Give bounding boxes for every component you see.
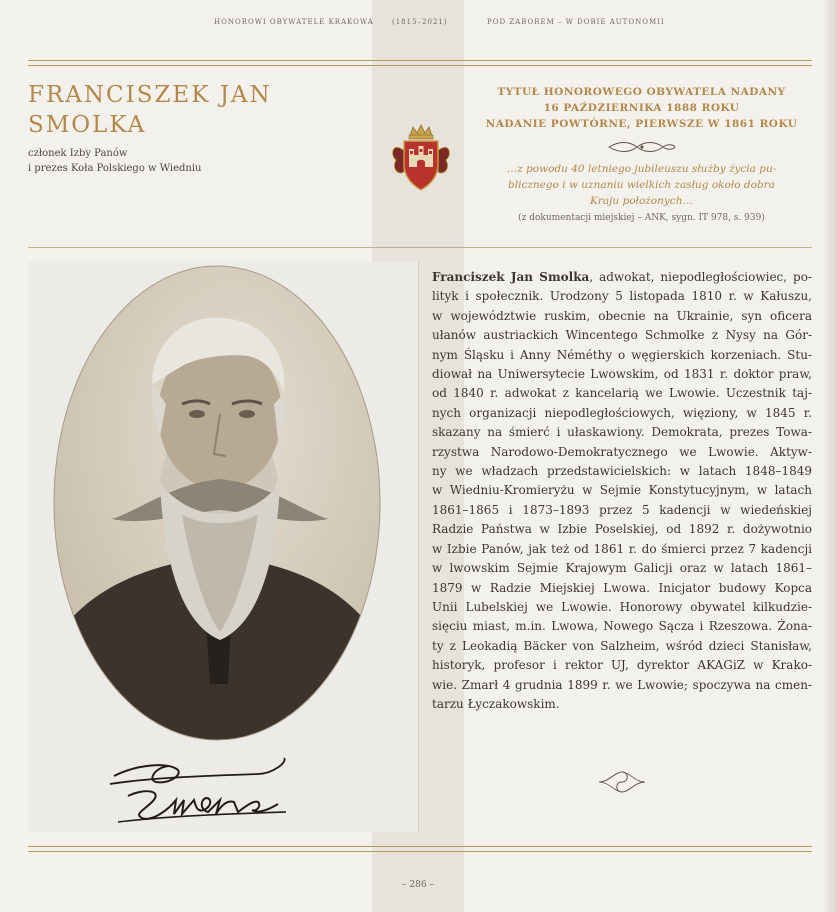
biography-line: historyk, profesor i rektor UJ, dyrektor AKAGiZ w Krako- [432, 658, 812, 673]
biography-line: Radzie Państwa w Izbie Poselskiej, od 1892 r. dożywotnio [432, 522, 812, 537]
bottom-double-rule [28, 846, 812, 852]
biography-line: 1861–1865 i 1873–1893 przez 5 kadencji w wiedeńskiej [432, 502, 812, 517]
honorary-title-block [475, 84, 808, 226]
signature-icon [108, 754, 298, 830]
running-header-years: (1815–2021) [392, 18, 448, 26]
page-edge-shadow [823, 0, 837, 912]
biography-line: nych organizacji niepodległościowych, więziony, w 1845 r. [432, 405, 812, 420]
biography-name: Franciszek Jan Smolka [432, 270, 590, 284]
biography-line: ty z Leokadią Bäcker von Salzheim, wśród dzieci Stanisław, [432, 638, 812, 653]
person-name-line: SMOLKA [28, 112, 147, 138]
biography-line: sięciu miast, m.in. Lwowa, Nowego Sącza i Rzeszowa. Żona- [432, 619, 812, 634]
biography-line: w województwie ruskim, obecnie na Ukrainie, syn oficera [432, 308, 812, 323]
person-role-line: członek Izby Panów [28, 148, 128, 159]
running-header-title: HONOROWI OBYWATELE KRAKOWA [214, 18, 374, 26]
end-ornament-icon [597, 766, 647, 798]
biography-line: w Wiedniu-Kromieryżu w Sejmie Konstytucyjnym, w latach [432, 483, 812, 498]
flourish-ornament-icon [607, 139, 677, 155]
title-line: TYTUŁ HONOROWEGO OBYWATELA NADANY [497, 86, 786, 98]
biography-line: rzystwa Narodowo-Demokratycznego we Lwowie. Aktyw- [432, 444, 812, 459]
header-divider-rule [28, 247, 812, 248]
running-header [0, 18, 837, 32]
biography-line: diował na Uniwersytecie Lwowskim, od 1831 r. doktor praw, [432, 367, 812, 382]
biography-line: skazany na śmierć i ułaskawiony. Demokrata, prezes Towa- [432, 425, 812, 440]
running-header-section: POD ZABOREM – W DOBIE AUTONOMII [487, 18, 665, 26]
column-divider [418, 262, 419, 832]
biography-line: Unii Lubelskiej we Lwowie. Honorowy obywatel kilkudzie- [432, 599, 812, 614]
quote-line: Kraju położonych… [590, 195, 693, 207]
page-number: – 286 – [402, 880, 434, 890]
biography-first-line [432, 268, 812, 287]
quote-source: (z dokumentacji miejskiej – ANK, sygn. IT 978, s. 939) [518, 213, 765, 223]
biography-line: w lwowskim Sejmie Krajowym Galicji oraz w latach 1861– [432, 561, 812, 576]
krakow-coat-of-arms-icon [390, 122, 452, 194]
biography-first-line-rest: , adwokat, niepodległościowiec, po- [589, 270, 812, 284]
title-line: NADANIE POWTÓRNE, PIERWSZE W 1861 ROKU [485, 118, 798, 130]
person-name-line: FRANCISZEK JAN [28, 82, 272, 108]
person-name [28, 80, 358, 140]
biography-line: nym Śląsku i Anny Néméthy o węgierskich korzeniach. Stu- [432, 347, 812, 362]
title-line: 16 PAŹDZIERNIKA 1888 ROKU [543, 102, 740, 114]
top-double-rule [28, 60, 812, 66]
biography-line: tarzu Łyczakowskim. [432, 696, 560, 711]
biography-line: w Izbie Panów, jak też od 1861 r. do śmierci przez 7 kadencji [432, 541, 812, 556]
biography-line: wie. Zmarł 4 grudnia 1899 r. we Lwowie; spoczywa na cmen- [432, 677, 812, 692]
biography-line: ułanów austriackich Wincentego Schmolke z Nysy na Gór- [432, 328, 812, 343]
biography-line: lityk i społecznik. Urodzony 5 listopada 1810 r. w Kałuszu, [432, 289, 812, 304]
biography-line: 1879 w Radzie Miejskiej Lwowa. Inicjator budowy Kopca [432, 580, 812, 595]
quote-line: blicznego i w uznaniu wielkich zasług około dobra [508, 179, 775, 191]
person-role [28, 146, 358, 176]
person-role-line: i prezes Koła Polskiego w Wiedniu [28, 163, 202, 174]
portrait-photo [52, 264, 382, 742]
biography-text [432, 268, 812, 714]
biography-line: ny we władzach przedstawicielskich: w latach 1848–1849 [432, 464, 812, 479]
biography-line: od 1840 r. adwokat z kancelarią we Lwowie. Uczestnik taj- [432, 386, 812, 401]
quote-line: …z powodu 40 letniego jubileuszu służby życia pu- [506, 163, 777, 175]
